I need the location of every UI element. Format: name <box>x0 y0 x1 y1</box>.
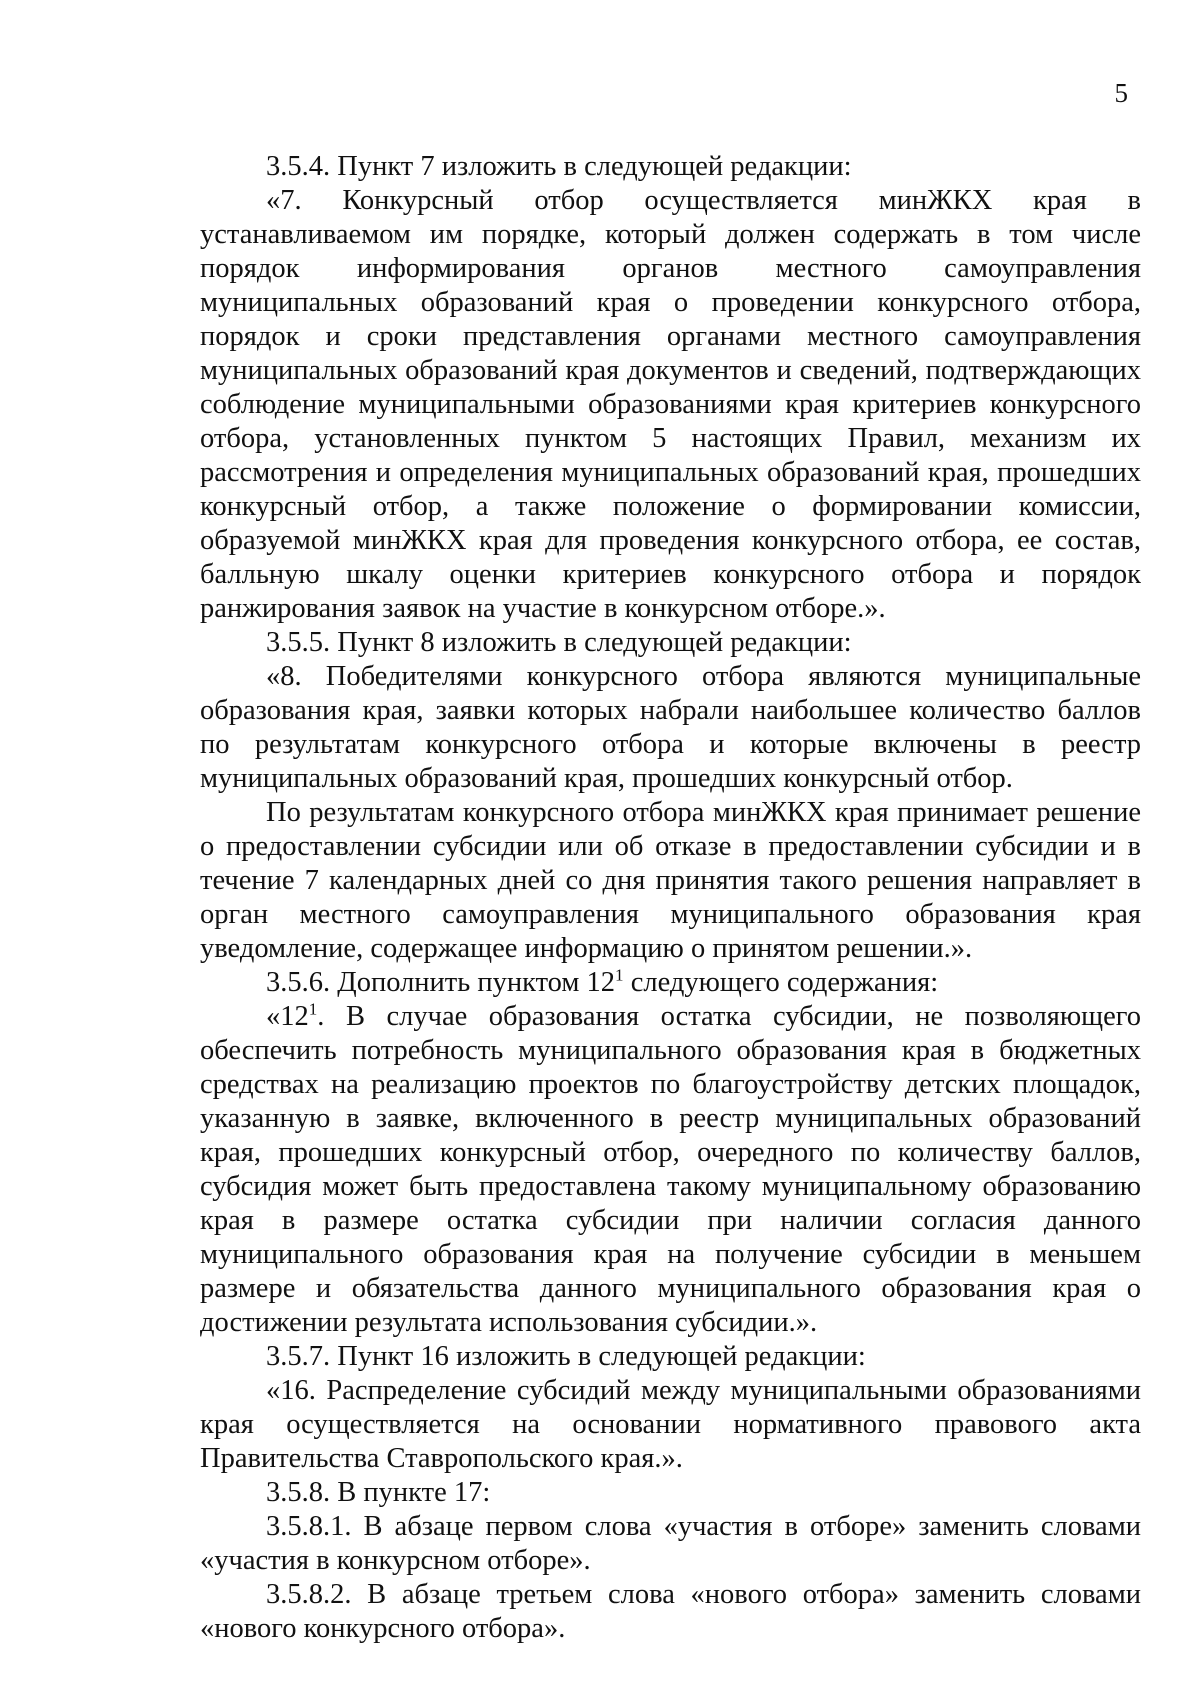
paragraph-3-5-6 <box>200 966 1141 1000</box>
paragraph-3-5-6-post: следующего содержания: <box>623 967 939 998</box>
page-number: 5 <box>1114 78 1128 108</box>
paragraph-item-7-text: «7. Конкурсный отбор осуществляется минЖКХ края в устанавливаемом им порядке, который должен содержать в том числе порядок информирования органов местного самоуправления муниципальных образований края о проведении конкурсного отбора, порядок и сроки представления органами местного самоуправления муниципальных образований края документов и сведений, подтверждающих соблюдение муниципальными образованиями края критериев конкурсного отбора, установленных пунктом 5 настоящих Правил, механизм их рассмотрения и определения муниципальных образований края, прошедших конкурсный отбор, а также положение о формировании комиссии, образуемой минЖКХ края для проведения конкурсного отбора, ее состав, балльную шкалу оценки критериев конкурсного отбора и порядок ранжирования заявок на участие в конкурсном отборе.». <box>200 185 1141 624</box>
document-body <box>200 150 1141 1646</box>
superscript-1: 1 <box>615 965 624 985</box>
paragraph-3-5-6-pre: 3.5.6. Дополнить пунктом 12 <box>266 967 616 998</box>
paragraph-item-8-second: По результатам конкурсного отбора минЖКХ края принимает решение о предоставлении субсидии или об отказе в предоставлении субсидии и в течение 7 календарных дней со дня принятия такого решения направляет в орган местного самоуправления муниципального образования края уведомление, содержащее информацию о принятом решении.». <box>200 797 1141 964</box>
paragraph-item-12-1-text <box>200 1000 1141 1340</box>
paragraph-3-5-8: 3.5.8. В пункте 17: <box>266 1477 491 1508</box>
paragraph-3-5-8-2: 3.5.8.2. В абзаце третьем слова «нового отбора» заменить словами «нового конкурсного отбора». <box>200 1579 1141 1644</box>
paragraph-3-5-8-1: 3.5.8.1. В абзаце первом слова «участия в отборе» заменить словами «участия в конкурсном отборе». <box>200 1511 1141 1576</box>
superscript-1: 1 <box>308 999 318 1019</box>
paragraph-3-5-4: 3.5.4. Пункт 7 изложить в следующей редакции: <box>266 151 852 182</box>
paragraph-item-16-text: «16. Распределение субсидий между муниципальными образованиями края осуществляется на основании нормативного правового акта Правительства Ставропольского края.». <box>200 1375 1141 1474</box>
paragraph-3-5-7: 3.5.7. Пункт 16 изложить в следующей редакции: <box>266 1341 866 1372</box>
paragraph-item-12-1-post: . В случае образования остатка субсидии, не позволяющего обеспечить потребность муниципального образования края в бюджетных средствах на реализацию проектов по благоустройству детских площадок, указанную в заявке, включенного в реестр муниципальных образований края, прошедших конкурсный отбор, очередного по количеству баллов, субсидия может быть предоставлена такому муниципальному образованию края в размере остатка субсидии при наличии согласия данного муниципального образования края на получение субсидии в меньшем размере и обязательства данного муниципального образования края о достижении результата использования субсидии.». <box>200 1001 1141 1338</box>
paragraph-item-8-text: «8. Победителями конкурсного отбора являются муниципальные образования края, заявки которых набрали наибольшее количество баллов по результатам конкурсного отбора и которые включены в реестр муниципальных образований края, прошедших конкурсный отбор. <box>200 661 1141 794</box>
paragraph-3-5-5: 3.5.5. Пункт 8 изложить в следующей редакции: <box>266 627 852 658</box>
paragraph-item-12-1-pre: «12 <box>266 1001 309 1032</box>
